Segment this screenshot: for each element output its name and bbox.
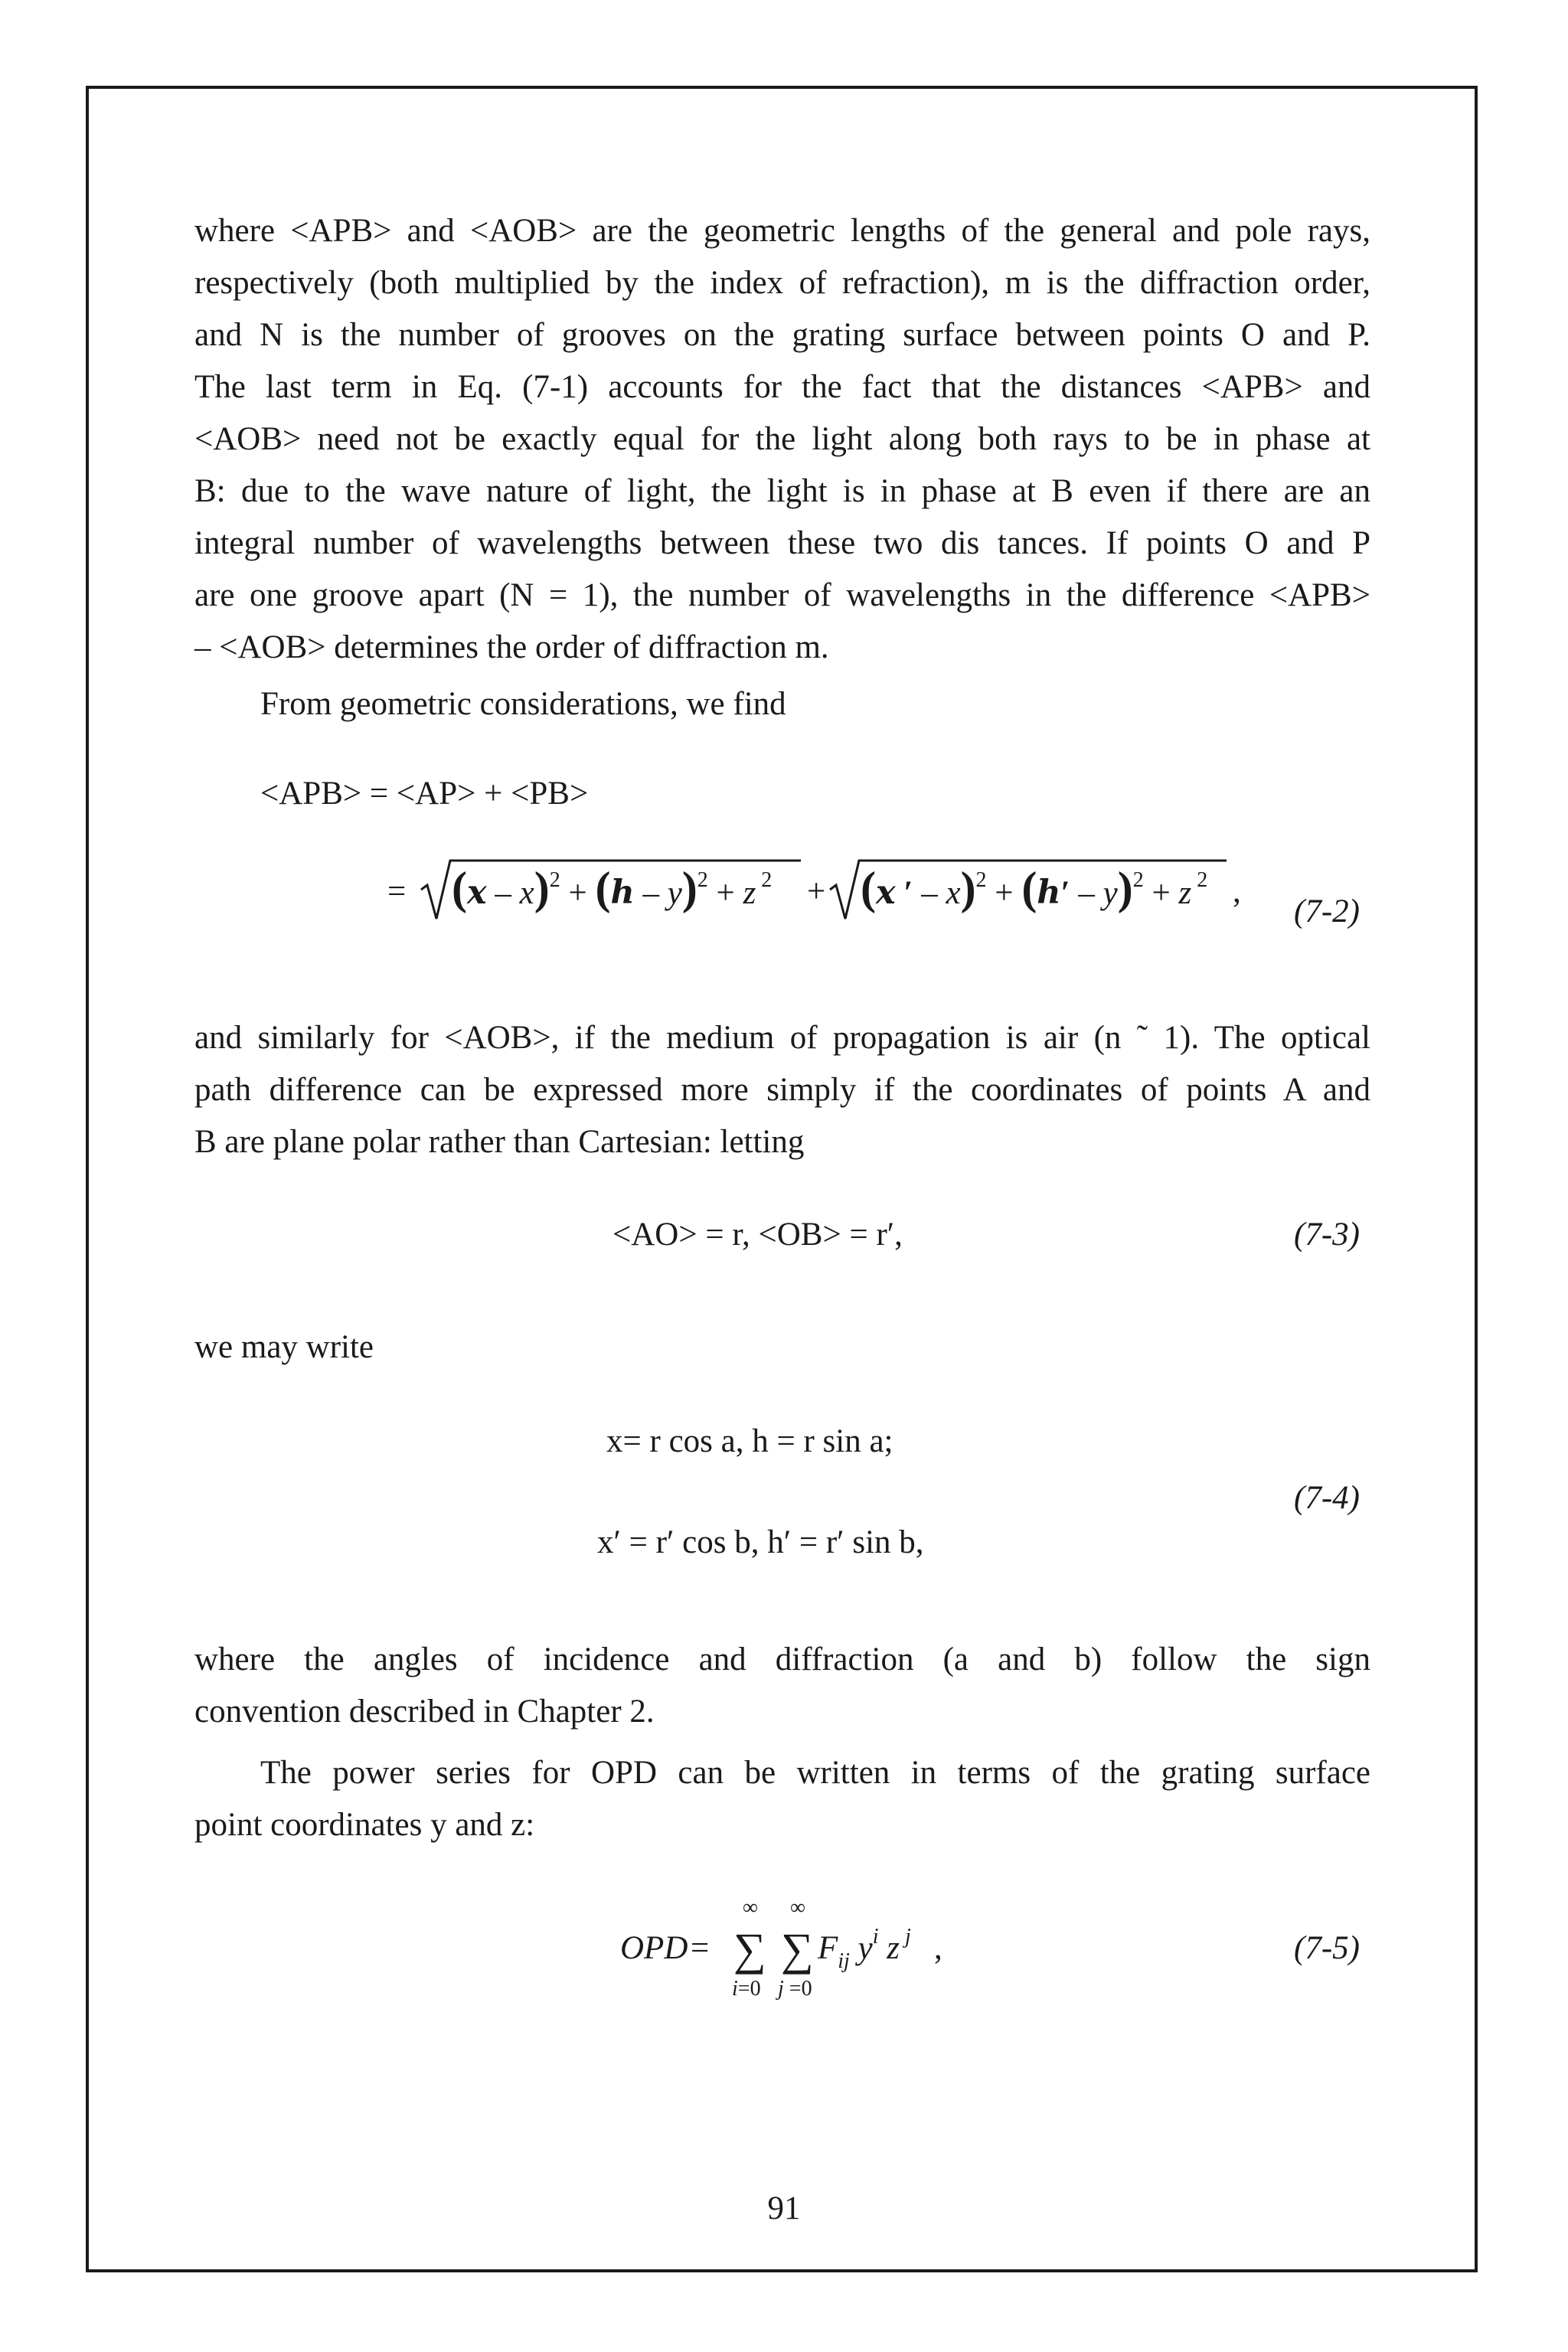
svg-text:(x ′ – x)2 + (h′ – y)2 + z 2: (x ′ – x)$^2$ + (h′ – y)$^2$ + z $^2$ [861, 863, 1208, 913]
text-line: The last term in Eq. (7-1) accounts for the fact that the distances <APB> and [194, 369, 1370, 405]
equation-7-5-svg [620, 1891, 972, 2014]
text-line: where the angles of incidence and diffraction (a and b) follow the sign [194, 1642, 1370, 1677]
svg-text:i=0: i=0 [732, 1977, 761, 2001]
svg-text:+: + [807, 874, 826, 910]
equation-7-2-line-1: <APB> = <AP> + <PB> [260, 776, 589, 812]
svg-text:(x – x)2 + (h – y)2 + z 2: (x – x)$^2$ + (h – y)$^2$ + z $^2$ [452, 863, 773, 913]
svg-text:∑: ∑ [781, 1924, 814, 1975]
text-line: <AOB> need not be exactly equal for the light along both rays to be in phase at [194, 421, 1370, 457]
svg-text:,: , [1233, 874, 1241, 910]
paragraph-1 [194, 205, 1370, 674]
svg-text:OPD: OPD [620, 1930, 688, 1966]
svg-text:Fij yi z j: $F_{ij}$ $y^i$ z $^j$ [818, 1925, 911, 1973]
paragraph-6 [194, 1747, 1370, 1851]
page-number: 91 [767, 2190, 801, 2226]
text-line: and N is the number of grooves on the grating surface between points O and P. [194, 317, 1370, 353]
equation-label-7-4: (7-4) [1294, 1480, 1360, 1516]
text-line: B: due to the wave nature of light, the light is in phase at B even if there are an [194, 473, 1370, 509]
svg-text:,: , [934, 1930, 942, 1966]
text-line: – <AOB> determines the order of diffraction m. [194, 629, 829, 665]
text-line: where <APB> and <AOB> are the geometric lengths of the general and pole rays, [194, 213, 1370, 249]
equation-7-4-line-1: x= r cos a, h = r sin a; [606, 1423, 893, 1459]
svg-text:∞: ∞ [743, 1896, 758, 1919]
text-line: we may write [194, 1329, 374, 1365]
text-line: B are plane polar rather than Cartesian: letting [194, 1124, 805, 1160]
paragraph-3 [194, 1012, 1370, 1168]
text-line: The power series for OPD can be written in terms of the grating surface [260, 1755, 1370, 1791]
paragraph-5 [194, 1634, 1370, 1738]
svg-text:j =0: j =0 [778, 1977, 812, 2001]
text-line: From geometric considerations, we find [260, 686, 786, 722]
paragraph-4 [194, 1321, 1370, 1374]
svg-text:∑: ∑ [733, 1924, 766, 1975]
svg-text:=: = [387, 874, 407, 910]
equation-7-4-line-2: x′ = r′ cos b, h′ = r′ sin b, [597, 1524, 924, 1560]
paragraph-2 [194, 678, 1370, 730]
svg-text:∞: ∞ [790, 1896, 805, 1919]
text-line: integral number of wavelengths between these two dis tances. If points O and P [194, 525, 1370, 561]
equation-label-7-5: (7-5) [1294, 1930, 1360, 1966]
text-line: point coordinates y and z: [194, 1807, 535, 1843]
text-line: respectively (both multiplied by the index of refraction), m is the diffraction order, [194, 265, 1370, 301]
equation-7-2-svg [387, 856, 1276, 933]
text-line: convention described in Chapter 2. [194, 1694, 655, 1730]
equation-label-7-2: (7-2) [1294, 893, 1360, 929]
svg-text:=: = [691, 1930, 710, 1966]
text-line: are one groove apart (N = 1), the number of wavelengths in the difference <APB> [194, 577, 1370, 613]
equation-7-5 [620, 1891, 972, 2022]
text-line: path difference can be expressed more simply if the coordinates of points A and [194, 1072, 1370, 1108]
equation-7-3: <AO> = r, <OB> = r′, [612, 1217, 903, 1253]
equation-label-7-3: (7-3) [1294, 1217, 1360, 1253]
text-line: and similarly for <AOB>, if the medium of propagation is air (n ˜ 1). The optical [194, 1020, 1370, 1056]
